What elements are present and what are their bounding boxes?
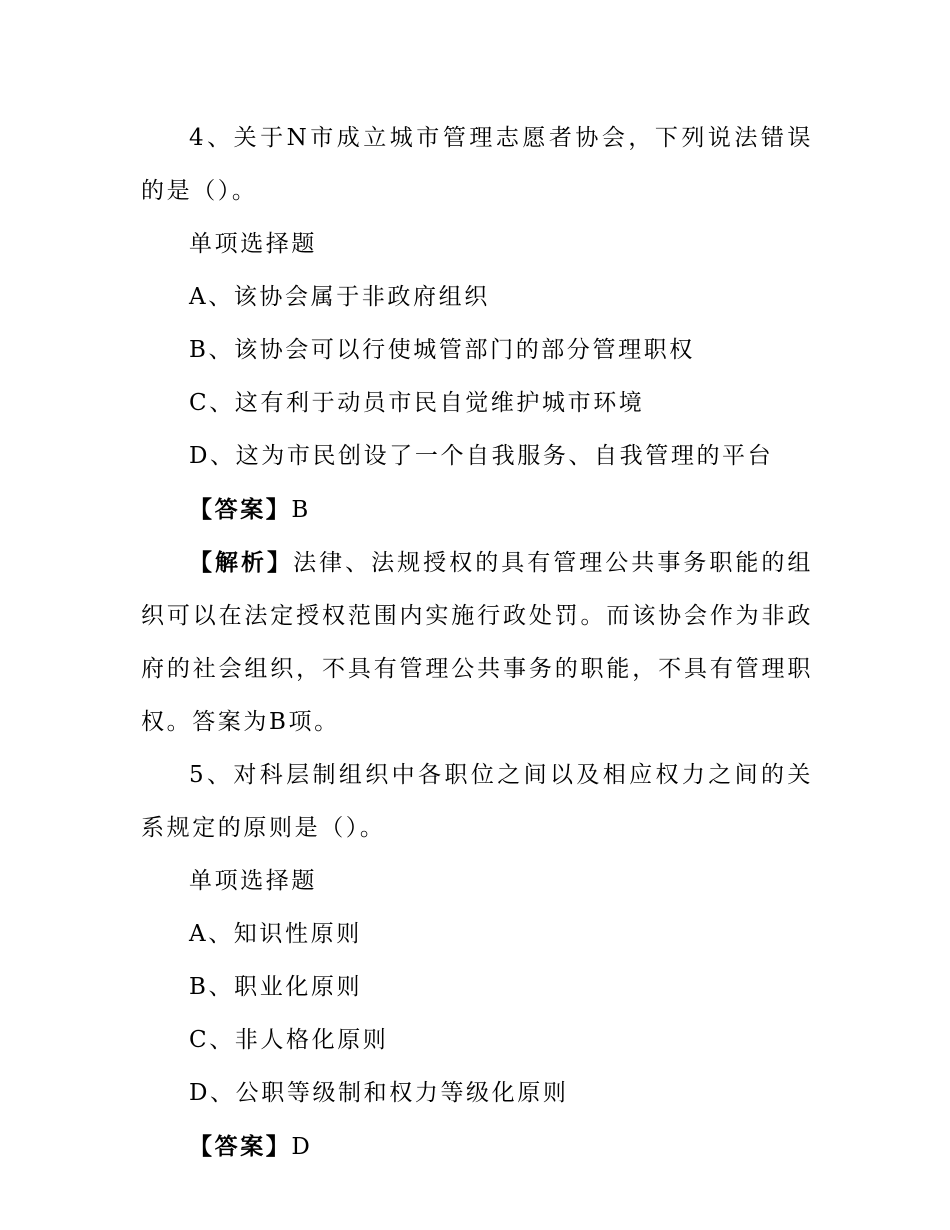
answer-label: 【答案】 — [189, 1133, 292, 1160]
question-4-analysis — [141, 536, 813, 749]
question-4-type: 单项选择题 — [189, 231, 317, 257]
question-5-option-c: C、非人格化原则 — [189, 1027, 389, 1053]
question-4-option-c: C、这有利于动员市民自觉维护城市环境 — [189, 390, 645, 416]
question-5-type: 单项选择题 — [189, 868, 317, 894]
analysis-label: 【解析】 — [189, 549, 294, 576]
answer-label: 【答案】 — [189, 496, 292, 523]
answer-value: D — [291, 1134, 313, 1160]
question-5-option-a: A、知识性原则 — [189, 921, 362, 947]
question-4-option-a: A、该协会属于非政府组织 — [189, 284, 490, 310]
question-4-stem: 4、关于N市成立城市管理志愿者协会，下列说法错误的是（）。 — [141, 125, 813, 204]
answer-value: B — [291, 497, 311, 523]
question-5-answer — [141, 1120, 813, 1173]
question-5-stem: 5、对科层制组织中各职位之间以及相应权力之间的关系规定的原则是（）。 — [141, 762, 813, 841]
question-4-option-b: B、该协会可以行使城管部门的部分管理职权 — [189, 337, 695, 363]
question-4-answer — [141, 483, 813, 536]
question-4-option-d: D、这为市民创设了一个自我服务、自我管理的平台 — [189, 443, 774, 469]
question-5-option-b: B、职业化原则 — [189, 974, 363, 1000]
question-5-option-d: D、公职等级制和权力等级化原则 — [189, 1080, 569, 1106]
analysis-text: 法律、法规授权的具有管理公共事务职能的组织可以在法定授权范围内实施行政处罚。而该协会作为非政府的社会组织，不具有管理公共事务的职能，不具有管理职权。答案为B项。 — [141, 550, 814, 735]
document-page — [141, 112, 813, 1173]
